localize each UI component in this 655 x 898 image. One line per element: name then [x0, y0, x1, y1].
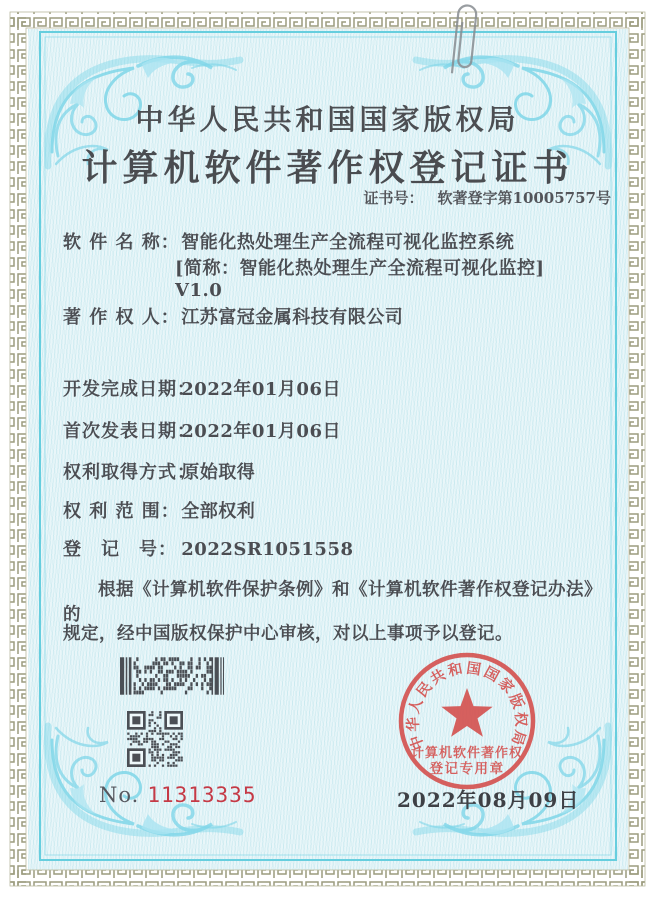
field-first-publish-date-label: 首次发表日期： — [63, 421, 196, 442]
field-rights-acquisition — [63, 458, 255, 484]
red-star-icon — [441, 688, 492, 737]
certificate-number — [363, 187, 611, 208]
field-dev-complete-date-label: 开发完成日期： — [63, 379, 196, 400]
field-dev-complete-date-value: 2022年01月06日 — [181, 379, 341, 400]
field-registration-no — [63, 535, 354, 561]
field-software-shortname: [简称：智能化热处理生产全流程可视化监控] — [175, 258, 545, 279]
field-software-name-value: 智能化热处理生产全流程可视化监控系统 — [181, 232, 515, 253]
field-rights-acquisition-value: 原始取得 — [181, 462, 256, 483]
field-software-name — [63, 228, 514, 254]
field-first-publish-date-value: 2022年01月06日 — [181, 421, 341, 442]
field-registration-no-value: 2022SR1051558 — [181, 539, 354, 560]
field-copyright-owner-label: 著 作 权 人： — [63, 307, 180, 328]
certificate-title: 计算机软件著作权登记证书 — [81, 147, 574, 189]
seal-subtitle-2: 登记专用章 — [429, 761, 505, 777]
statement-line-2: 规定，经中国版权保护中心审核，对以上事项予以登记。 — [63, 624, 513, 644]
field-dev-complete-date — [63, 375, 341, 401]
serial-prefix: No. — [99, 783, 140, 807]
field-first-publish-date — [63, 417, 341, 443]
field-software-name-label: 软 件 名 称： — [63, 232, 180, 253]
seal-subtitle-1: 计算机软件著作权 — [410, 746, 524, 761]
field-registration-no-label: 登 记 号： — [63, 539, 177, 560]
field-rights-scope-label: 权 利 范 围： — [63, 501, 180, 522]
seal-ring-text: 中华人民共和国国家版权局 — [404, 659, 530, 753]
statement-line-1: 根据《计算机软件保护条例》和《计算机软件著作权登记办法》的 — [63, 580, 602, 625]
certificate-number-label: 证书号： — [363, 189, 424, 207]
field-rights-acquisition-label: 权利取得方式： — [63, 462, 196, 483]
field-copyright-owner-value: 江苏富冠金属科技有限公司 — [181, 307, 404, 328]
serial-number — [99, 783, 256, 807]
field-rights-scope-value: 全部权利 — [181, 501, 256, 522]
certificate-number-value: 软著登字第10005757号 — [437, 189, 611, 207]
serial-digits: 11313335 — [147, 783, 257, 807]
issue-date: 2022年08月09日 — [397, 788, 580, 812]
field-rights-scope — [63, 497, 255, 523]
official-red-seal — [393, 647, 541, 799]
field-copyright-owner — [63, 303, 403, 329]
field-software-version: V1.0 — [175, 280, 223, 301]
qr-code — [127, 711, 183, 771]
authority-title: 中华人民共和国国家版权局 — [135, 103, 520, 136]
pdf417-barcode — [120, 657, 224, 699]
